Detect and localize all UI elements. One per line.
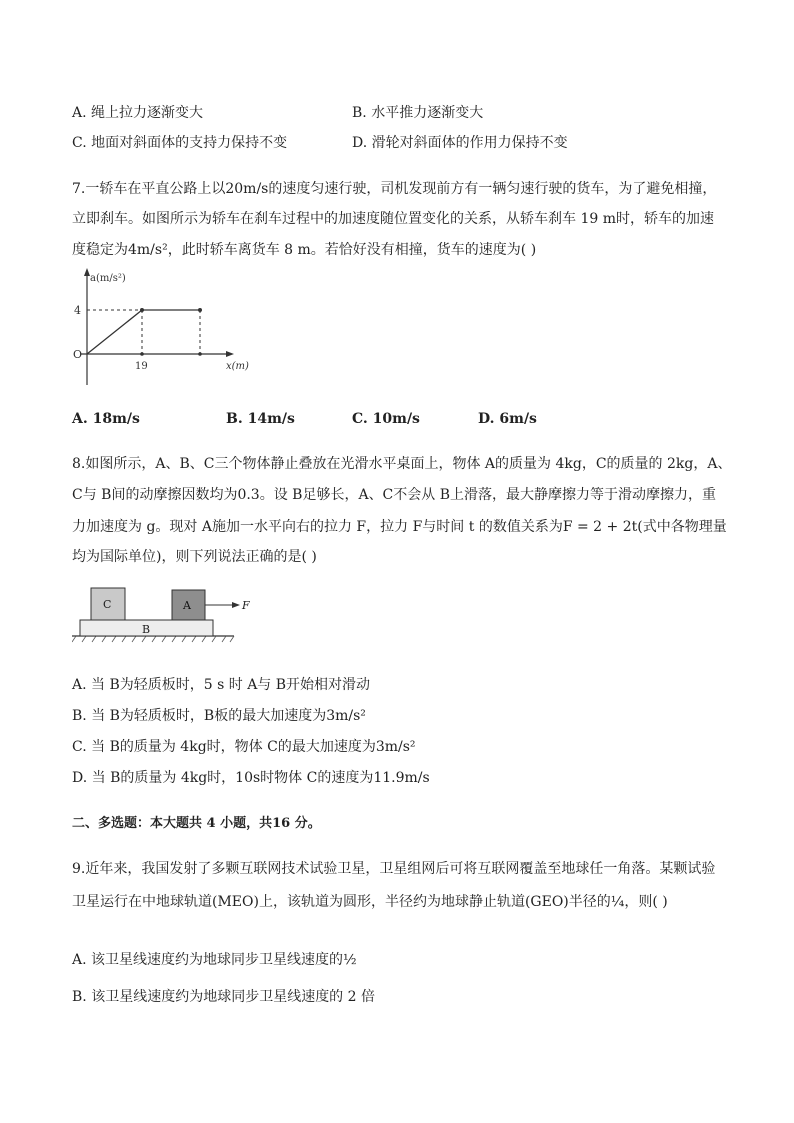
- point-end: [198, 308, 202, 312]
- point-xend: [198, 352, 202, 356]
- q9-option-b: B. 该卫星线速度约为地球同步卫星线速度的 2 倍: [72, 989, 375, 1005]
- section-heading-multiple-choice: 二、多选题：本大题共 4 小题，共16 分。: [72, 816, 321, 831]
- x-tick-19: 19: [135, 361, 148, 372]
- q8-stem-line1: 8.如图所示，A、B、C三个物体静止叠放在光滑水平桌面上，物体 A的质量为 4kg，C的质量的 2kg，A、: [72, 456, 732, 472]
- q7-option-a: A. 18m/s: [72, 411, 140, 427]
- q6-option-b: B. 水平推力逐渐变大: [352, 105, 484, 121]
- q7-acceleration-position-graph: [68, 265, 258, 390]
- q8-stem-line2: C与 B间的动摩擦因数均为0.3。设 B足够长，A、C不会从 B上滑落，最大静摩擦力等于滑动摩擦力，重: [72, 487, 717, 503]
- q7-stem-line2: 立即刹车。如图所示为轿车在刹车过程中的加速度随位置变化的关系，从轿车刹车 19 m时，轿车的加速: [72, 211, 714, 227]
- q8-option-b: B. 当 B为轻质板时，B板的最大加速度为3m/s²: [72, 708, 366, 724]
- plank-b-label: B: [142, 623, 151, 636]
- force-arrow-head: [232, 602, 240, 608]
- point-19: [140, 308, 144, 312]
- q7-stem-line1: 7.一轿车在平直公路上以20m/s的速度匀速行驶，司机发现前方有一辆匀速行驶的货车，为了避免相撞，: [72, 181, 717, 197]
- q8-option-c: C. 当 B的质量为 4kg时，物体 C的最大加速度为3m/s²: [72, 739, 416, 755]
- q9-stem-line1: 9.近年来，我国发射了多颗互联网技术试验卫星，卫星组网后可将互联网覆盖至地球任一角落。某颗试验: [72, 861, 716, 877]
- q8-blocks-figure: [72, 582, 262, 652]
- origin-label: O: [73, 348, 83, 361]
- y-tick-4: 4: [74, 304, 81, 317]
- q7-option-d: D. 6m/s: [478, 411, 537, 427]
- q7-option-c: C. 10m/s: [352, 411, 420, 427]
- block-c-label: C: [103, 598, 112, 611]
- x-axis-arrow: [226, 351, 234, 357]
- y-axis-label: a(m/s²): [90, 273, 126, 284]
- ground-hatching: [72, 636, 234, 642]
- q8-option-a: A. 当 B为轻质板时，5 s 时 A与 B开始相对滑动: [72, 677, 371, 693]
- q9-option-a: A. 该卫星线速度约为地球同步卫星线速度的½: [72, 952, 357, 968]
- block-a-label: A: [183, 599, 191, 612]
- acceleration-curve: [87, 310, 200, 354]
- q9-stem-line2: 卫星运行在中地球轨道(MEO)上，该轨道为圆形，半径约为地球静止轨道(GEO)半径的¼，则( ): [72, 894, 668, 910]
- q8-stem-line3: 力加速度为 g。现对 A施加一水平向右的拉力 F，拉力 F与时间 t 的数值关系为F = 2 + 2t(式中各物理量: [72, 519, 727, 535]
- q6-option-d: D. 滑轮对斜面体的作用力保持不变: [352, 135, 568, 151]
- q6-option-a: A. 绳上拉力逐渐变大: [72, 105, 204, 121]
- q7-option-b: B. 14m/s: [226, 411, 295, 427]
- force-label: F: [242, 599, 250, 612]
- x-axis-label: x(m): [226, 361, 249, 372]
- q6-option-c: C. 地面对斜面体的支持力保持不变: [72, 135, 288, 151]
- q8-option-d: D. 当 B的质量为 4kg时，10s时物体 C的速度为11.9m/s: [72, 770, 430, 786]
- q8-stem-line4: 均为国际单位)，则下列说法正确的是( ): [72, 549, 317, 565]
- point-x19: [140, 352, 144, 356]
- q7-stem-line3: 度稳定为4m/s²，此时轿车离货车 8 m。若恰好没有相撞，货车的速度为( ): [72, 242, 537, 258]
